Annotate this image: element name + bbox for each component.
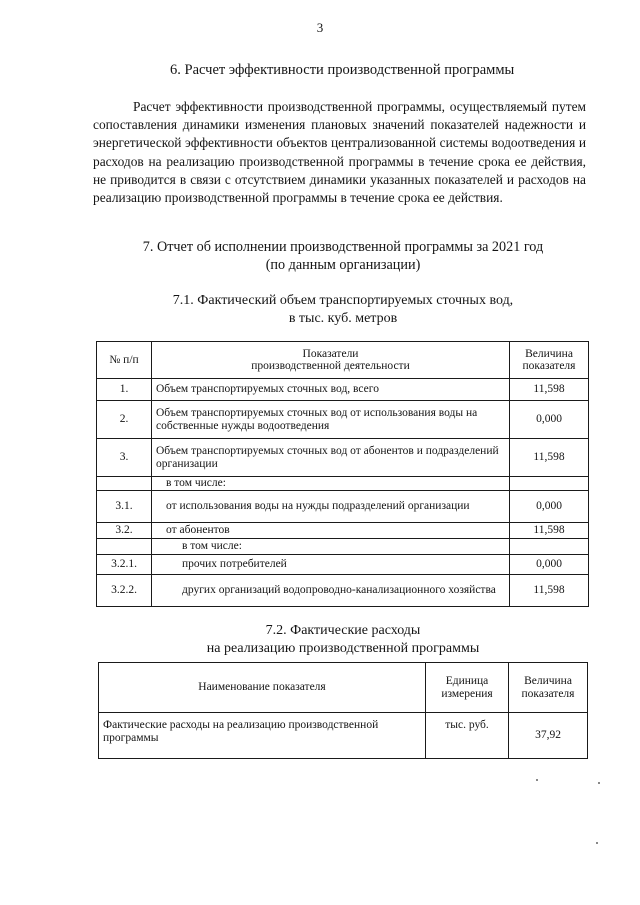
table-row: [97, 477, 589, 491]
row-name: в том числе:: [152, 539, 510, 555]
row-unit: тыс. руб.: [426, 713, 509, 759]
section-6-heading: 6. Расчет эффективности производственной программы: [170, 62, 515, 78]
row-num: 3.1.: [97, 491, 152, 523]
row-num: 3.2.2.: [97, 575, 152, 607]
table-row: [97, 379, 589, 401]
volume-table-header: [97, 342, 589, 379]
row-num: 1.: [97, 379, 152, 401]
row-num: 3.2.: [97, 523, 152, 539]
row-value: [510, 539, 589, 555]
row-value: 37,92: [509, 713, 588, 759]
header-value: [509, 663, 588, 713]
row-num: 3.2.1.: [97, 555, 152, 575]
row-value: 0,000: [510, 401, 589, 439]
row-value: [510, 477, 589, 491]
section-7-1-heading-line2: в тыс. куб. метров: [288, 311, 398, 326]
table-row: [97, 439, 589, 477]
section-7-heading-line1: 7. Отчет об исполнении производственной программы за 2021 год: [142, 239, 544, 255]
row-value: 11,598: [510, 439, 589, 477]
table-row: [97, 523, 589, 539]
row-num: 3.: [97, 439, 152, 477]
volume-table: [96, 341, 589, 607]
header-indicator-line1: Показатели: [302, 347, 359, 360]
row-name: других организаций водопроводно-канализационного хозяйства: [152, 575, 510, 607]
scan-speck: [596, 842, 598, 844]
row-name: Объем транспортируемых сточных вод от абонентов и подразделений организации: [152, 439, 510, 477]
table-row: [97, 539, 589, 555]
section-7-heading-line2: (по данным организации): [265, 257, 421, 273]
header-value-line2: показателя: [522, 360, 576, 372]
row-value: 0,000: [510, 555, 589, 575]
row-name: от абонентов: [152, 523, 510, 539]
table-row: [99, 713, 588, 759]
section-7-heading: [93, 238, 593, 274]
scan-speck: [598, 782, 600, 784]
header-indicator-line2: производственной деятельности: [251, 360, 410, 372]
table-row: [97, 555, 589, 575]
header-indicator: [152, 342, 510, 379]
row-num: [97, 477, 152, 491]
section-7-2-heading-line2: на реализацию производственной программы: [206, 641, 480, 656]
header-value-line1: Величина: [524, 674, 572, 687]
header-value-line2: показателя: [521, 687, 575, 700]
header-unit-line1: Единица: [445, 674, 489, 687]
section-7-1-heading-line1: 7.1. Фактический объем транспортируемых сточных вод,: [172, 293, 514, 308]
row-value: 11,598: [510, 575, 589, 607]
row-name: прочих потребителей: [152, 555, 510, 575]
row-num: 2.: [97, 401, 152, 439]
row-name: от использования воды на нужды подразделений организации: [152, 491, 510, 523]
page-number: 3: [316, 20, 324, 35]
row-name: Объем транспортируемых сточных вод от использования воды на собственные нужды водоотведения: [152, 401, 510, 439]
table-row: [97, 401, 589, 439]
row-name: Фактические расходы на реализацию производственной программы: [99, 713, 426, 759]
expenses-table-header: [99, 663, 588, 713]
section-7-2-heading: [93, 622, 593, 658]
header-value: [510, 342, 589, 379]
scan-speck: [536, 779, 538, 781]
expenses-table: [98, 662, 588, 759]
header-name: Наименование показателя: [99, 663, 426, 713]
section-7-2-heading-line1: 7.2. Фактические расходы: [265, 623, 421, 638]
row-num: [97, 539, 152, 555]
row-value: 11,598: [510, 379, 589, 401]
header-unit-line2: измерения: [441, 687, 493, 700]
row-name: в том числе:: [152, 477, 510, 491]
section-6-paragraph: Расчет эффективности производственной программы, осуществляемый путем сопоставления динамики изменения плановых значений показателей надежности и энергетической эффективности объектов централизованной системы водоотведения и расходов на реализацию производственной программы в течение срока ее действия, не приводится в связи с отсутствием динамики указанных показателей и расходов на реализацию производственной программы в течение срока ее действия.: [93, 99, 586, 206]
table-row: [97, 491, 589, 523]
row-value: 0,000: [510, 491, 589, 523]
table-row: [97, 575, 589, 607]
row-value: 11,598: [510, 523, 589, 539]
header-value-line1: Величина: [525, 347, 573, 360]
header-unit: [426, 663, 509, 713]
header-num: № п/п: [97, 342, 152, 379]
section-7-1-heading: [93, 292, 593, 328]
row-name: Объем транспортируемых сточных вод, всего: [152, 379, 510, 401]
